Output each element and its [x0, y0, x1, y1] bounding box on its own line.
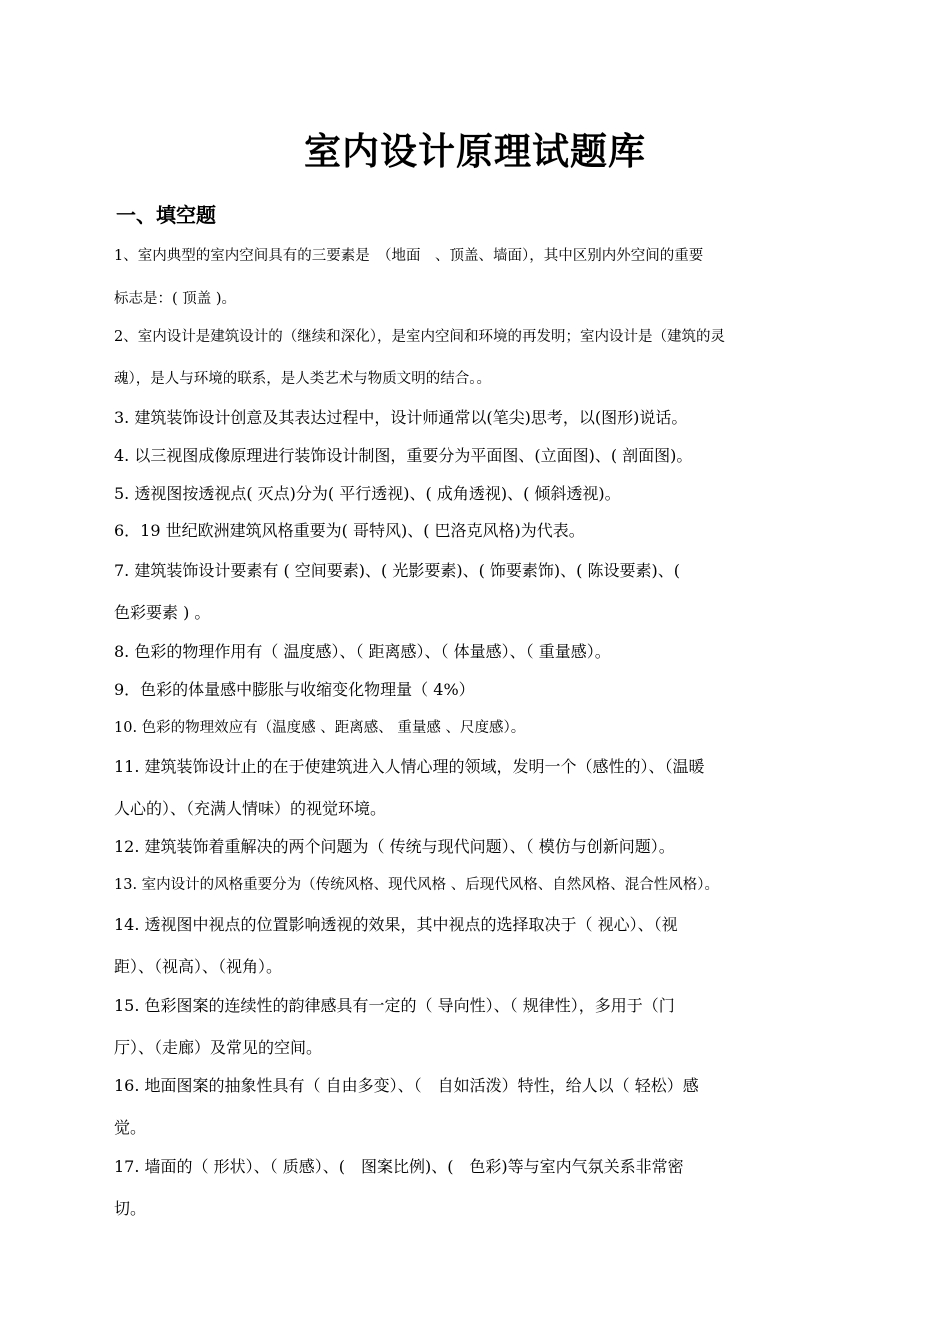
question-line: 2、室内设计是建筑设计的（继续和深化），是室内空间和环境的再发明；室内设计是（建筑的灵	[114, 329, 725, 345]
question-line: 17. 墙面的（ 形状）、（ 质感）、( 图案比例)、( 色彩)等与室内气氛关系非常密	[114, 1157, 684, 1176]
question-line: 色彩要素 ) 。	[114, 603, 211, 622]
question-line: 距）、（视高）、（视角）。	[114, 957, 283, 976]
question-line: 人心的）、（充满人情味）的视觉环境。	[114, 799, 387, 818]
question-line: 15. 色彩图案的连续性的韵律感具有一定的（ 导向性）、（ 规律性），多用于（门	[114, 996, 675, 1015]
question-line: 魂），是人与环境的联系，是人类艺术与物质文明的结合。。	[114, 371, 491, 387]
question-line: 8. 色彩的物理作用有（ 温度感）、（ 距离感）、（ 体量感）、（ 重量感）。	[114, 642, 611, 661]
question-line: 6．19 世纪欧洲建筑风格重要为( 哥特风)、( 巴洛克风格)为代表。	[114, 521, 585, 540]
question-line: 14. 透视图中视点的位置影响透视的效果，其中视点的选择取决于（ 视心）、（视	[114, 915, 678, 934]
question-line: 11. 建筑装饰设计止的在于使建筑进入人情心理的领域，发明一个（感性的）、（温暖	[114, 757, 705, 776]
question-line: 10. 色彩的物理效应有（温度感 、距离感、 重量感 、尺度感）。	[114, 720, 526, 736]
question-line: 7. 建筑装饰设计要素有 ( 空间要素)、( 光影要素)、( 饰要素饰)、( 陈设要素)、(	[114, 561, 680, 580]
question-line: 觉。	[114, 1118, 147, 1137]
section-heading: 一、填空题	[116, 203, 216, 227]
question-line: 13. 室内设计的风格重要分为（传统风格、现代风格 、后现代风格、自然风格、混合性风格）。	[114, 877, 720, 893]
question-line: 切。	[114, 1199, 147, 1218]
question-line: 厅）、（走廊）及常见的空间。	[114, 1038, 323, 1057]
question-line: 16. 地面图案的抽象性具有（ 自由多变）、（ 自如活泼）特性，给人以（ 轻松）感	[114, 1076, 699, 1095]
question-line: 3. 建筑装饰设计创意及其表达过程中，设计师通常以(笔尖)思考，以(图形)说话。	[114, 408, 688, 427]
question-line: 4. 以三视图成像原理进行装饰设计制图，重要分为平面图、(立面图)、( 剖面图)。	[114, 446, 693, 465]
document-title: 室内设计原理试题库	[304, 130, 646, 173]
question-line: 5. 透视图按透视点( 灭点)分为( 平行透视)、( 成角透视)、( 倾斜透视)。	[114, 484, 621, 503]
question-line: 12. 建筑装饰着重解决的两个问题为（ 传统与现代问题）、（ 模仿与创新问题）。	[114, 837, 675, 856]
question-line: 9．色彩的体量感中膨胀与收缩变化物理量（ 4%）	[114, 680, 475, 699]
question-line: 1、室内典型的室内空间具有的三要素是 （地面 、顶盖、墙面），其中区别内外空间的重要	[114, 248, 704, 264]
question-line: 标志是：( 顶盖 )。	[114, 291, 237, 307]
